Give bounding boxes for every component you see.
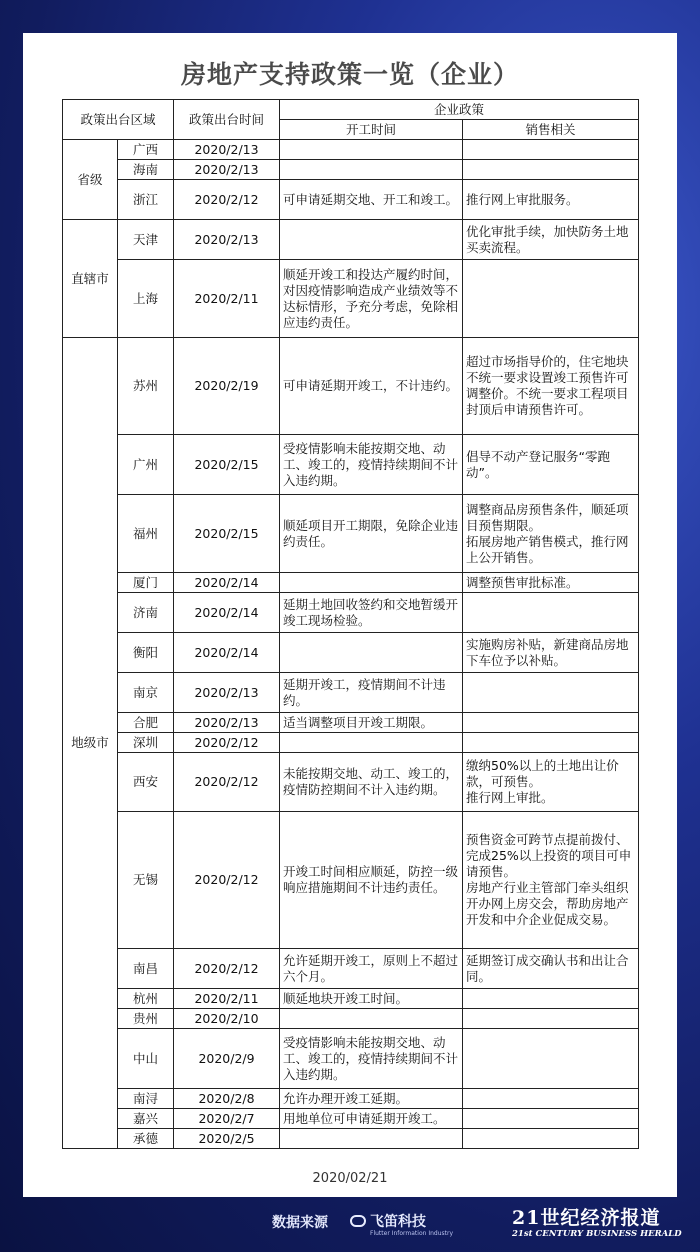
- table-row: [63, 949, 639, 989]
- date-cell: 2020/2/10: [174, 1009, 280, 1029]
- sales-policy-cell: [463, 1129, 639, 1149]
- header-enterprise: 企业政策: [280, 100, 639, 120]
- city-cell: 上海: [118, 260, 174, 338]
- city-cell: 西安: [118, 753, 174, 812]
- source-label: 数据来源: [272, 1215, 328, 1231]
- date-cell: 2020/2/11: [174, 260, 280, 338]
- date-cell: 2020/2/13: [174, 220, 280, 260]
- sales-policy-cell: [463, 140, 639, 160]
- sales-policy-cell: [463, 1089, 639, 1109]
- start-policy-cell: 受疫情影响未能按期交地、动工、竣工的，疫情持续期间不计入违约期。: [280, 1029, 463, 1089]
- document-card: [23, 33, 677, 1197]
- start-policy-cell: [280, 160, 463, 180]
- sales-policy-cell: [463, 1109, 639, 1129]
- header-row: [63, 100, 639, 120]
- date-cell: 2020/2/8: [174, 1089, 280, 1109]
- source-name: 飞笛科技: [370, 1214, 426, 1230]
- page-title: 房地产支持政策一览（企业）: [180, 60, 519, 89]
- start-policy-cell: [280, 573, 463, 593]
- city-cell: 天津: [118, 220, 174, 260]
- source-subtitle: Flutter Information Industry: [370, 1230, 454, 1237]
- date-cell: 2020/2/15: [174, 495, 280, 573]
- date-cell: 2020/2/11: [174, 989, 280, 1009]
- table-row: [63, 713, 639, 733]
- table-row: [63, 673, 639, 713]
- city-cell: 承德: [118, 1129, 174, 1149]
- publish-date: 2020/02/21: [312, 1171, 388, 1186]
- flute-logo-icon: [350, 1215, 366, 1227]
- date-cell: 2020/2/12: [174, 949, 280, 989]
- start-policy-cell: 开竣工时间相应顺延，防控一级响应措施期间不计违约责任。: [280, 812, 463, 949]
- date-cell: 2020/2/14: [174, 593, 280, 633]
- start-policy-cell: 可申请延期开竣工，不计违约。: [280, 338, 463, 435]
- city-cell: 南浔: [118, 1089, 174, 1109]
- table-row: [63, 989, 639, 1009]
- footer: [0, 1197, 700, 1252]
- date-cell: 2020/2/15: [174, 435, 280, 495]
- start-policy-cell: 受疫情影响未能按期交地、动工、竣工的，疫情持续期间不计入违约期。: [280, 435, 463, 495]
- city-cell: 苏州: [118, 338, 174, 435]
- sales-policy-cell: 优化审批手续，加快防务土地买卖流程。: [463, 220, 639, 260]
- sales-policy-cell: [463, 260, 639, 338]
- sales-policy-cell: 推行网上审批服务。: [463, 180, 639, 220]
- sales-policy-cell: [463, 160, 639, 180]
- sales-policy-cell: [463, 1029, 639, 1089]
- city-cell: 嘉兴: [118, 1109, 174, 1129]
- date-cell: 2020/2/13: [174, 673, 280, 713]
- city-cell: 贵州: [118, 1009, 174, 1029]
- start-policy-cell: 未能按期交地、动工、竣工的，疫情防控期间不计入违约期。: [280, 753, 463, 812]
- start-policy-cell: 顺延项目开工期限，免除企业违约责任。: [280, 495, 463, 573]
- city-cell: 杭州: [118, 989, 174, 1009]
- source-logo: [350, 1211, 426, 1231]
- date-cell: 2020/2/19: [174, 338, 280, 435]
- date-cell: 2020/2/14: [174, 573, 280, 593]
- city-cell: 广西: [118, 140, 174, 160]
- sales-policy-cell: [463, 1009, 639, 1029]
- start-policy-cell: [280, 140, 463, 160]
- table-row: [63, 160, 639, 180]
- city-cell: 浙江: [118, 180, 174, 220]
- header-region: 政策出台区域: [63, 100, 174, 140]
- start-policy-cell: 允许办理开竣工延期。: [280, 1089, 463, 1109]
- date-cell: 2020/2/14: [174, 633, 280, 673]
- sales-policy-cell: [463, 593, 639, 633]
- sales-policy-cell: [463, 733, 639, 753]
- brand-name: 21世纪经济报道: [512, 1207, 661, 1229]
- date-cell: 2020/2/7: [174, 1109, 280, 1129]
- table-row: [63, 1029, 639, 1089]
- region-group: 地级市: [63, 338, 118, 1149]
- city-cell: 合肥: [118, 713, 174, 733]
- start-policy-cell: [280, 1009, 463, 1029]
- table-row: [63, 260, 639, 338]
- region-group: 省级: [63, 140, 118, 220]
- header-time: 政策出台时间: [174, 100, 280, 140]
- city-cell: 无锡: [118, 812, 174, 949]
- start-policy-cell: 顺延开竣工和投达产履约时间，对因疫情影响造成产业绩效等不达标情形，予充分考虑，免除相应违约责任。: [280, 260, 463, 338]
- table-row: [63, 1109, 639, 1129]
- date-cell: 2020/2/12: [174, 733, 280, 753]
- sales-policy-cell: [463, 989, 639, 1009]
- start-policy-cell: 延期土地回收签约和交地暂缓开竣工现场检验。: [280, 593, 463, 633]
- table-row: [63, 180, 639, 220]
- table-row: [63, 753, 639, 812]
- brand-english: 21st CENTURY BUSINESS HERALD: [512, 1229, 682, 1239]
- city-cell: 广州: [118, 435, 174, 495]
- sales-policy-cell: 调整商品房预售条件，顺延项目预售期限。 拓展房地产销售模式，推行网上公开销售。: [463, 495, 639, 573]
- start-policy-cell: 用地单位可申请延期开竣工。: [280, 1109, 463, 1129]
- sales-policy-cell: 实施购房补贴，新建商品房地下车位予以补贴。: [463, 633, 639, 673]
- date-cell: 2020/2/12: [174, 753, 280, 812]
- date-cell: 2020/2/13: [174, 713, 280, 733]
- date-cell: 2020/2/13: [174, 160, 280, 180]
- date-cell: 2020/2/12: [174, 812, 280, 949]
- table-row: [63, 733, 639, 753]
- table-row: [63, 573, 639, 593]
- city-cell: 深圳: [118, 733, 174, 753]
- city-cell: 福州: [118, 495, 174, 573]
- table-row: [63, 338, 639, 435]
- table-row: [63, 812, 639, 949]
- start-policy-cell: 允许延期开竣工，原则上不超过六个月。: [280, 949, 463, 989]
- start-policy-cell: 顺延地块开竣工时间。: [280, 989, 463, 1009]
- city-cell: 衡阳: [118, 633, 174, 673]
- table-row: [63, 593, 639, 633]
- region-group: 直辖市: [63, 220, 118, 338]
- table-row: [63, 1089, 639, 1109]
- table-row: [63, 1009, 639, 1029]
- sales-policy-cell: 预售资金可跨节点提前拨付、完成25%以上投资的项目可申请预售。 房地产行业主管部门牵头组织开办网上房交会，帮助房地产开发和中介企业促成交易。: [463, 812, 639, 949]
- sales-policy-cell: 调整预售审批标准。: [463, 573, 639, 593]
- table-row: [63, 220, 639, 260]
- table-row: [63, 633, 639, 673]
- table-row: [63, 140, 639, 160]
- start-policy-cell: [280, 633, 463, 673]
- sales-policy-cell: 倡导不动产登记服务“零跑动”。: [463, 435, 639, 495]
- header-sales: 销售相关: [463, 120, 639, 140]
- start-policy-cell: [280, 1129, 463, 1149]
- date-cell: 2020/2/9: [174, 1029, 280, 1089]
- date-cell: 2020/2/5: [174, 1129, 280, 1149]
- policy-table: [62, 99, 639, 1149]
- city-cell: 海南: [118, 160, 174, 180]
- sales-policy-cell: 缴纳50%以上的土地出让价款，可预售。 推行网上审批。: [463, 753, 639, 812]
- sales-policy-cell: [463, 713, 639, 733]
- header-start: 开工时间: [280, 120, 463, 140]
- sales-policy-cell: 超过市场指导价的，住宅地块不统一要求设置竣工预售许可调整价。不统一要求工程项目封顶后申请预售许可。: [463, 338, 639, 435]
- table-row: [63, 435, 639, 495]
- sales-policy-cell: 延期签订成交确认书和出让合同。: [463, 949, 639, 989]
- start-policy-cell: [280, 220, 463, 260]
- city-cell: 南昌: [118, 949, 174, 989]
- table-row: [63, 1129, 639, 1149]
- start-policy-cell: [280, 733, 463, 753]
- date-cell: 2020/2/13: [174, 140, 280, 160]
- table-row: [63, 495, 639, 573]
- city-cell: 济南: [118, 593, 174, 633]
- city-cell: 中山: [118, 1029, 174, 1089]
- start-policy-cell: 适当调整项目开竣工期限。: [280, 713, 463, 733]
- start-policy-cell: 延期开竣工，疫情期间不计违约。: [280, 673, 463, 713]
- date-cell: 2020/2/12: [174, 180, 280, 220]
- city-cell: 南京: [118, 673, 174, 713]
- start-policy-cell: 可申请延期交地、开工和竣工。: [280, 180, 463, 220]
- sales-policy-cell: [463, 673, 639, 713]
- city-cell: 厦门: [118, 573, 174, 593]
